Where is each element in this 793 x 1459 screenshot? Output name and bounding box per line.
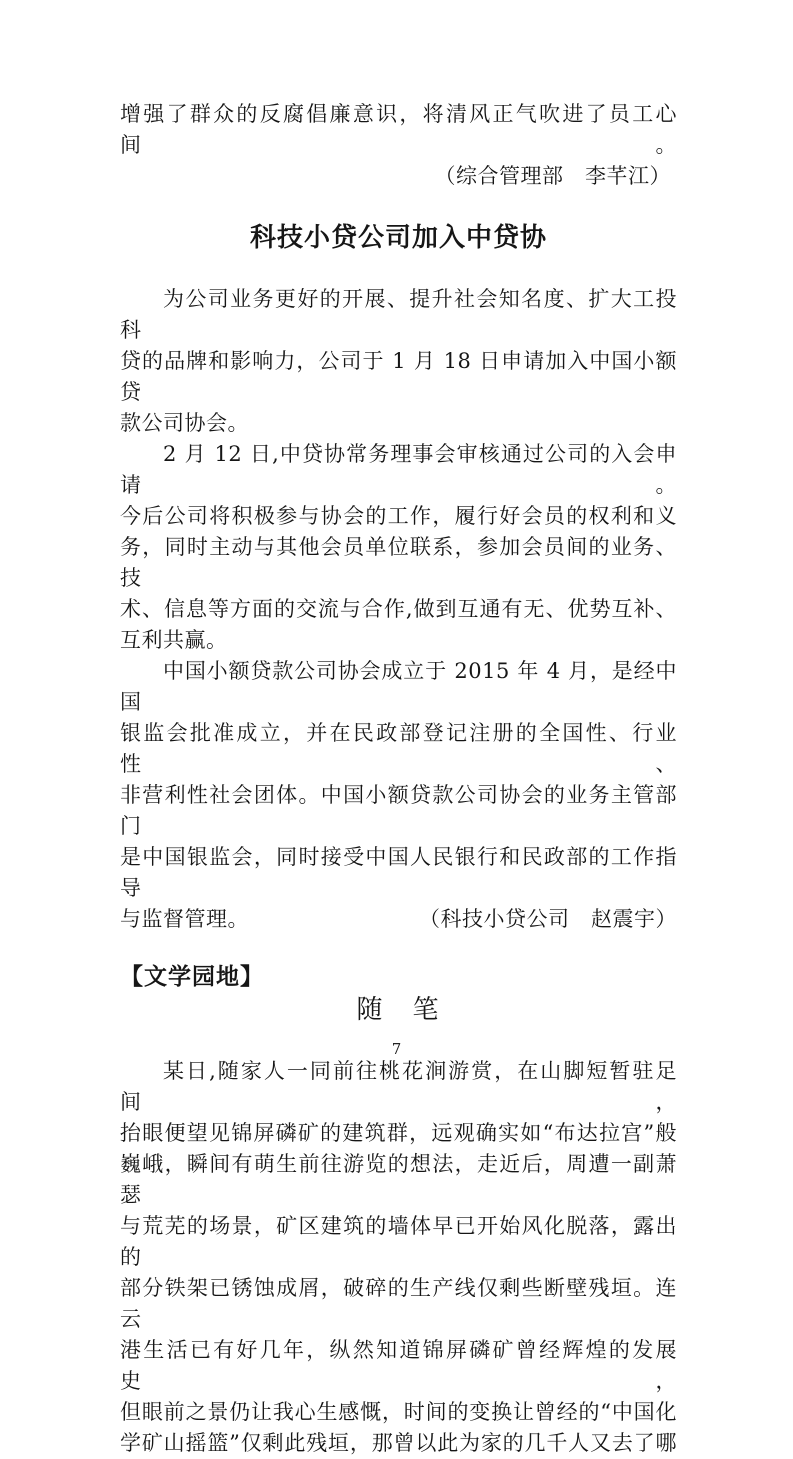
prev-article-attribution: （综合管理部 李芊江） bbox=[434, 164, 671, 188]
article1-paragraph2 bbox=[120, 439, 677, 656]
article1-p3-line4: 是中国银监会，同时接受中国人民银行和民政部的工作指导 bbox=[120, 845, 677, 900]
article1-p3-line2: 银监会批准成立，并在民政部登记注册的全国性、行业性、 bbox=[120, 721, 677, 776]
essay-p1-line4: 与荒芜的场景，矿区建筑的墙体早已开始风化脱落，露出的 bbox=[120, 1214, 677, 1269]
article1-p2-line2: 今后公司将积极参与协会的工作，履行好会员的权利和义 bbox=[120, 504, 677, 528]
article1-paragraph1 bbox=[120, 284, 677, 439]
essay-paragraph1 bbox=[120, 1056, 677, 1459]
article1-title: 科技小贷公司加入中贷协 bbox=[249, 223, 547, 253]
article1-p3-line3: 非营利性社会团体。中国小额贷款公司协会的业务主管部门 bbox=[120, 783, 677, 838]
essay-p1-line5: 部分铁架已锈蚀成屑，破碎的生产线仅剩些断壁残垣。连云 bbox=[120, 1276, 677, 1331]
article1-p2-line5: 互利共赢。 bbox=[120, 628, 228, 652]
essay-title: 随 笔 bbox=[356, 995, 441, 1025]
article1-p2-line1: 2 月 12 日,中贷协常务理事会审核通过公司的入会申请。 bbox=[120, 442, 677, 497]
article1-p2-line3: 务，同时主动与其他会员单位联系，参加会员间的业务、技 bbox=[120, 535, 677, 590]
prev-article-ending bbox=[120, 99, 677, 192]
essay-p1-line8: 学矿山摇篮”仅剩此残垣，那曾以此为家的几千人又去了哪 bbox=[120, 1431, 677, 1455]
article1-p3-line5-text: 与监督管理。 bbox=[120, 907, 249, 931]
article1-p2-line4: 术、信息等方面的交流与合作,做到互通有无、优势互补、 bbox=[120, 597, 677, 621]
article1-paragraph3 bbox=[120, 656, 677, 935]
essay-p1-line3: 巍峨，瞬间有萌生前往游览的想法，走近后，周遭一副萧瑟 bbox=[120, 1152, 677, 1207]
page-number: 7 bbox=[391, 1040, 402, 1058]
article1-p1-line1: 为公司业务更好的开展、提升社会知名度、扩大工投科 bbox=[120, 287, 677, 342]
essay-p1-line7: 但眼前之景仍让我心生感慨，时间的变换让曾经的“中国化 bbox=[120, 1400, 677, 1424]
article1-p1-line2: 贷的品牌和影响力，公司于 1 月 18 日申请加入中国小额贷 bbox=[120, 349, 677, 404]
article1-p3-line1: 中国小额贷款公司协会成立于 2015 年 4 月，是经中国 bbox=[120, 659, 677, 714]
article1-attribution: （科技小贷公司 赵震宇） bbox=[419, 907, 677, 931]
essay-p1-line6: 港生活已有好几年，纵然知道锦屏磷矿曾经辉煌的发展史， bbox=[120, 1338, 677, 1393]
article1-p1-line3: 款公司协会。 bbox=[120, 411, 249, 435]
essay-p1-line1: 某日,随家人一同前往桃花涧游赏，在山脚短暂驻足间， bbox=[120, 1059, 677, 1114]
prev-article-closing-line: 增强了群众的反腐倡廉意识，将清风正气吹进了员工心间。 bbox=[120, 102, 677, 157]
literature-section-marker: 【文学园地】 bbox=[120, 963, 264, 990]
essay-p1-line2: 抬眼便望见锦屏磷矿的建筑群，远观确实如“布达拉宫”般 bbox=[120, 1121, 677, 1145]
article1-p3-line5 bbox=[120, 904, 677, 935]
page-content bbox=[120, 0, 677, 1459]
